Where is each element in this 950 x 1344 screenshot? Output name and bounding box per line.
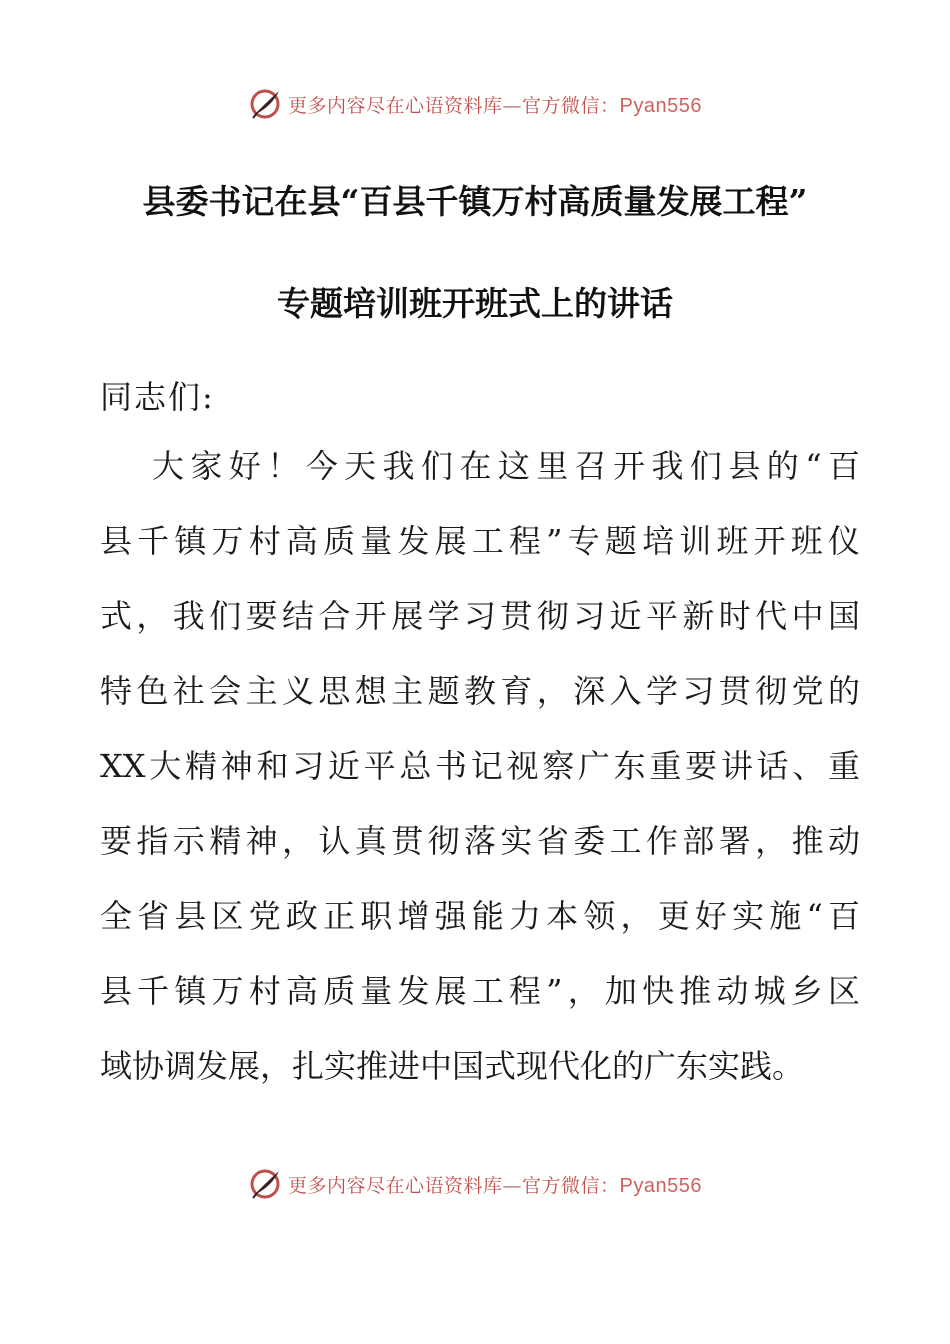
banner-slogan: 更多内容尽在心语资料库 (288, 1174, 503, 1197)
paragraph-line: 要指示精神，认真贯彻落实省委工作部署，推动 (100, 822, 860, 860)
paragraph-line: 县千镇万村高质量发展工程”，加快推动城乡区 (100, 972, 860, 1010)
paragraph-line: XX大精神和习近平总书记视察广东重要讲话、重 (100, 747, 860, 785)
banner-wechat-label: 官方微信： (522, 1174, 620, 1197)
paragraph-line: 域协调发展，扎实推进中国式现代化的广东实践。 (100, 1047, 805, 1085)
banner-wechat-id: Pyan556 (619, 1174, 702, 1197)
document-title-line-1: 县委书记在县“百县千镇万村高质量发展工程” (142, 182, 808, 221)
header-banner (0, 84, 950, 124)
document-title-line-2: 专题培训班开班式上的讲话 (277, 284, 673, 323)
salutation: 同志们: (100, 378, 215, 416)
banner-separator: — (502, 94, 523, 117)
banner-wechat-label: 官方微信： (522, 94, 620, 117)
banner-slogan: 更多内容尽在心语资料库 (288, 94, 503, 117)
footer-banner (0, 1164, 950, 1204)
quill-logo-icon (248, 87, 282, 121)
paragraph-line: 特色社会主义思想主题教育，深入学习贯彻党的 (100, 672, 860, 710)
paragraph-line: 县千镇万村高质量发展工程”专题培训班开班仪 (100, 522, 860, 560)
paragraph-line: 全省县区党政正职增强能力本领，更好实施“百 (100, 897, 860, 935)
banner-wechat-id: Pyan556 (619, 94, 702, 117)
banner-separator: — (502, 1174, 523, 1197)
paragraph-line: 大家好！今天我们在这里召开我们县的“百 (152, 447, 860, 485)
quill-logo-icon (248, 1167, 282, 1201)
paragraph-line: 式，我们要结合开展学习贯彻习近平新时代中国 (100, 597, 860, 635)
